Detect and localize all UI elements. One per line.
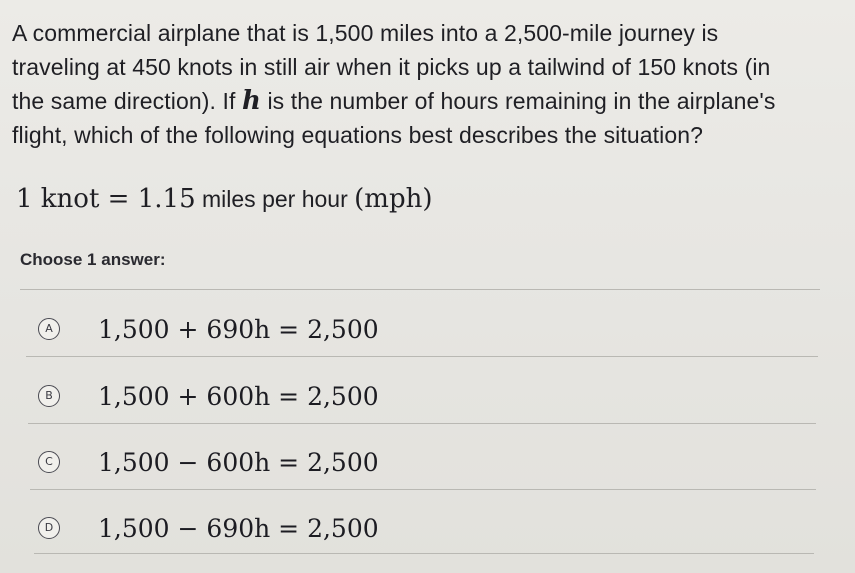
choice-a-radio[interactable]: A	[38, 318, 60, 340]
divider-c	[30, 489, 816, 490]
choice-c-equation: 1,500 − 600h = 2,500	[98, 447, 379, 477]
choice-b-equation: 1,500 + 600h = 2,500	[98, 381, 379, 411]
choice-a-equation: 1,500 + 690h = 2,500	[98, 314, 379, 344]
question-text	[12, 16, 847, 152]
divider-a	[26, 356, 818, 357]
choose-prompt: Choose 1 answer:	[20, 250, 166, 269]
question-line-3-suffix: is the number of hours remaining in the airplane's	[260, 88, 776, 114]
choice-d-equation: 1,500 − 690h = 2,500	[98, 513, 379, 543]
choice-b-radio[interactable]: B	[38, 385, 60, 407]
question-line-4: flight, which of the following equations best describes the situation?	[12, 122, 704, 148]
conversion-text: miles per hour	[195, 186, 355, 212]
divider-d	[34, 553, 814, 554]
conversion-equation: 1 knot = 1.15	[16, 184, 196, 214]
divider-b	[28, 423, 816, 424]
divider-top	[20, 289, 820, 290]
variable-h: h	[241, 86, 261, 116]
choice-d-radio[interactable]: D	[38, 517, 60, 539]
choice-d[interactable]	[38, 500, 818, 556]
choice-c[interactable]	[38, 434, 818, 490]
choice-c-radio[interactable]: C	[38, 451, 60, 473]
conversion-unit: (mph)	[354, 184, 433, 214]
question-line-1: A commercial airplane that is 1,500 miles into a 2,500-mile journey is	[12, 20, 719, 46]
question-line-3-prefix: the same direction). If	[12, 88, 242, 114]
choice-b[interactable]	[38, 368, 818, 424]
choice-a[interactable]	[38, 301, 818, 357]
question-line-3	[12, 84, 847, 118]
question-line-2: traveling at 450 knots in still air when it picks up a tailwind of 150 knots (in	[12, 54, 771, 80]
unit-conversion	[16, 182, 432, 216]
